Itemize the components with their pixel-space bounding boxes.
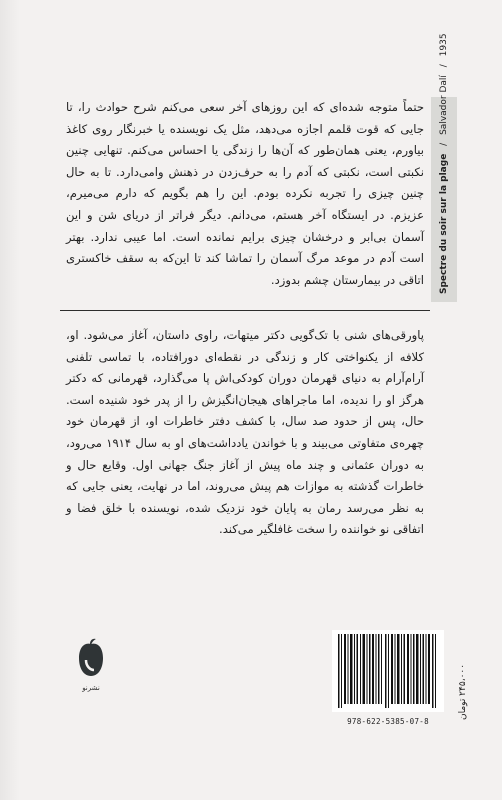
publisher-name: نشرنو — [82, 684, 100, 692]
artwork-year: 1935 — [439, 33, 449, 57]
artwork-title: Spectre du soir sur la plage — [439, 153, 449, 294]
artwork-author: Salvador Dalí — [439, 75, 449, 135]
artwork-credit — [431, 33, 457, 300]
excerpt-paragraph: حتماً متوجه شده‌ای که این روزهای آخر سعی می‌کنم شرح حوادث را، تا جایی که قوت قلمم اجازه می‌دهد، مثل یک نویسنده یا خبرنگار روی کاغذ بیاورم، یعنی همان‌طور که آن‌ها را زندگی یا احساس می‌کنم. تنهایی چنین نکبتی است، نکبتی که آدم را به حرف‌زدن در ذهنش وامی‌دارد. تا به حال چنین چیزی را تجربه نکرده بودم. این را هم بگویم که دارم می‌میرم، عزیزم. در ایستگاه آخر هستم، می‌دانم. دیگر فراتر از دریای شن و این آسمان بی‌ابر و درخشان چیزی برایم نمانده است. اما عیبی ندارد. بهتر است آدم در موعد مرگ آسمان را تماشا کند تا این‌که به سقف خاکستری اتاقی در بیمارستان چشم بدوزد. — [66, 100, 424, 287]
price-label: ۲۴۵،۰۰۰ تومان — [458, 663, 468, 720]
isbn-number: 978-622-5385-07-8 — [347, 717, 429, 726]
divider-line — [60, 310, 430, 311]
barcode — [332, 630, 444, 712]
credit-separator-2: / — [439, 64, 449, 68]
synopsis-paragraph: پاورقی‌های شنی با تک‌گویی دکتر میتهات، راوی داستان، آغاز می‌شود. او، کلافه از یکنواختی کار و زندگی در نقطه‌ای دورافتاده، با تماسی تلفنی آرام‌آرام به دنیای قهرمان دوران کودکی‌اش پا می‌گذارد، قهرمانی که دکتر هرگز او را ندیده، اما ماجراهای هیجان‌انگیزش را از پدر خود شنیده است. حال، پس از حدود صد سال، با کشف دفتر خاطرات او، از قهرمان خود چهره‌ی متفاوتی می‌بیند و با خواندن یادداشت‌های او به سال ۱۹۱۴ می‌رود، به دوران عثمانی و چند ماه پیش از آغاز جنگ جهانی اول. وقایع حال و خاطرات گذشته به موازات هم پیش می‌روند، اما در نهایت، یعنی جایی که به نظر می‌رسد رمان به پایان خود نزدیک شده، نویسنده با خلق فضا و اتفاقی نو خواننده را سخت غافلگیر می‌کند. — [66, 328, 424, 537]
credit-separator: / — [439, 142, 449, 146]
